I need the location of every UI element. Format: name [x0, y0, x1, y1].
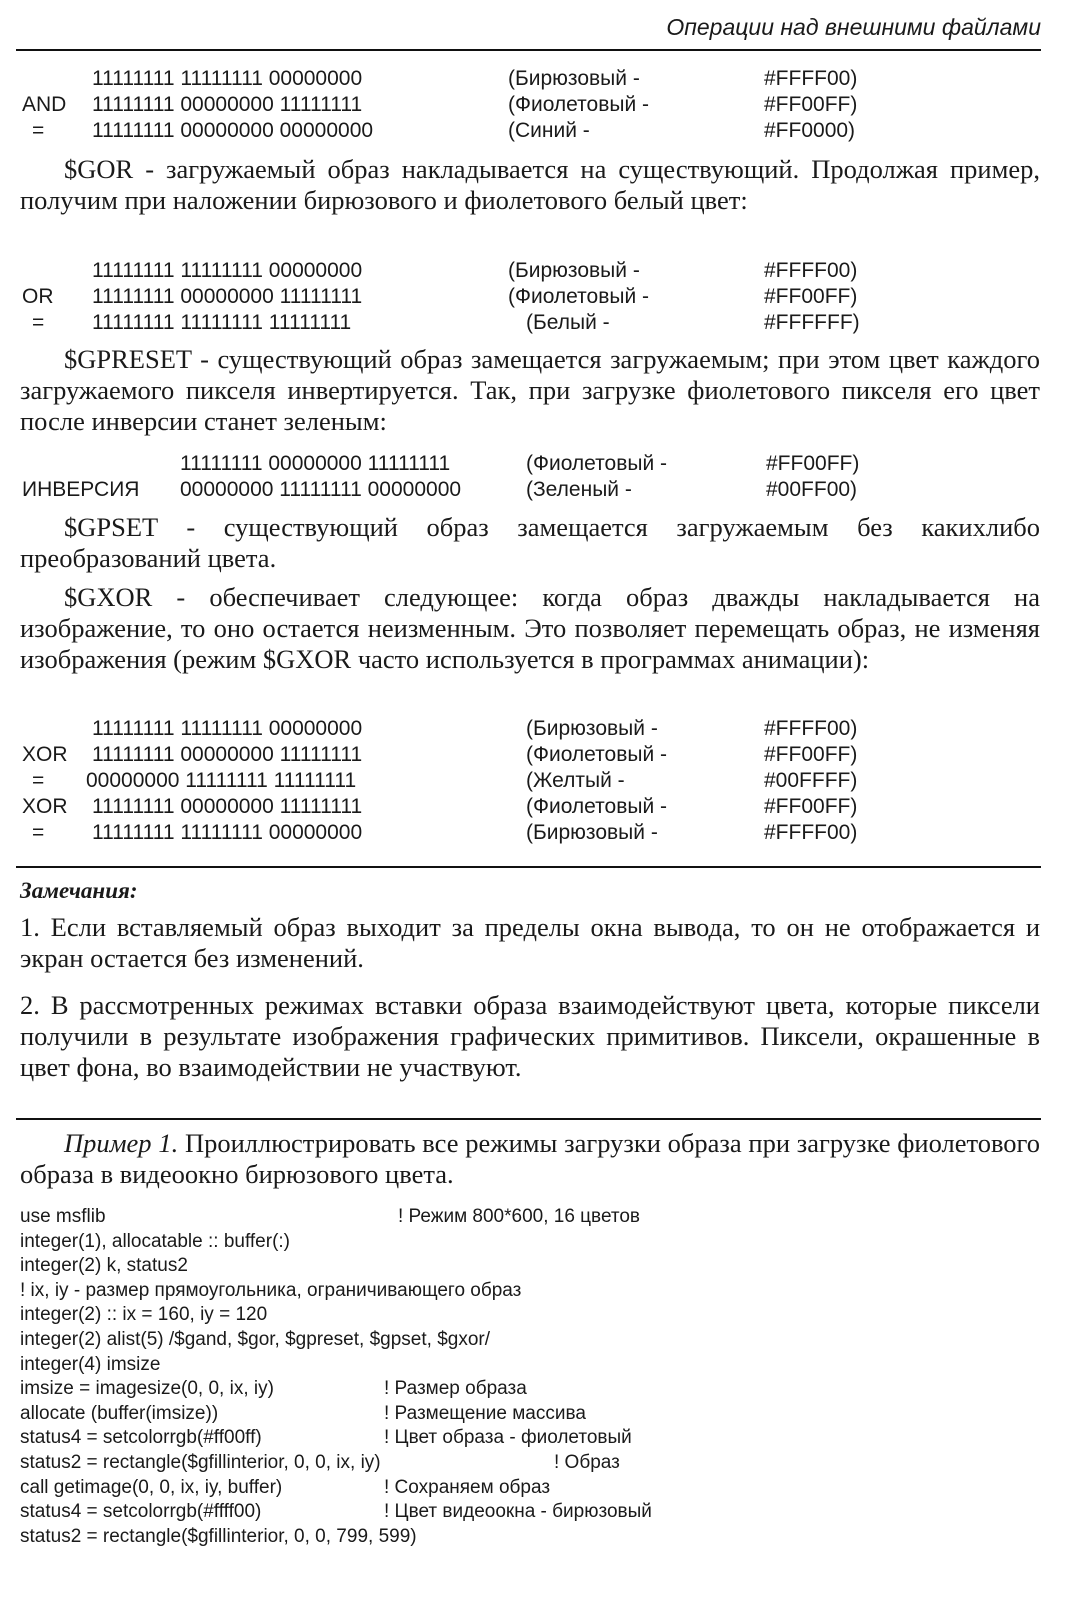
code-line — [20, 1279, 1050, 1304]
code-comment: ! Цвет видеоокна - бирюзовый — [384, 1501, 652, 1523]
example-label: Пример 1. — [64, 1128, 179, 1158]
operator-cell: ИНВЕРСИЯ — [22, 478, 140, 501]
gxor-paragraph: $GXOR - обеспечивает следующее: когда образ дважды накладывается на изображение, то оно остается неизменным. Это позволяет перемещать образ, не изменяя изображения (режим $GXOR часто используется в программах анимации): — [20, 582, 1040, 674]
bits-cell: 11111111 11111111 00000000 — [92, 67, 363, 90]
table-row — [16, 284, 1046, 310]
color-name-cell: (Фиолетовый - — [526, 795, 668, 818]
color-name-cell: (Зеленый - — [526, 478, 632, 501]
bits-cell: 11111111 00000000 11111111 — [92, 795, 363, 818]
code-listing — [20, 1205, 1050, 1549]
note-2: 2. В рассмотренных режимах вставки образа взаимодействуют цвета, которые пиксели получили в результате изображения графических примитивов. Пиксели, окрашенные в цвет фона, во взаимодействии не участвуют. — [20, 990, 1040, 1082]
color-name-cell: (Бирюзовый - — [526, 821, 658, 844]
code-text: ! ix, iy - размер прямоугольника, ограничивающего образ — [20, 1279, 522, 1301]
color-name-cell: (Бирюзовый - — [508, 259, 640, 282]
code-line — [20, 1353, 1050, 1378]
code-comment: ! Образ — [554, 1451, 620, 1473]
bits-cell: 11111111 11111111 11111111 — [92, 311, 352, 334]
bits-cell: 11111111 11111111 00000000 — [92, 821, 363, 844]
example-paragraph — [20, 1128, 1040, 1190]
color-name-cell: (Бирюзовый - — [508, 67, 640, 90]
notes-top-rule — [16, 866, 1041, 868]
table-row — [16, 768, 1046, 794]
code-text: integer(2) alist(5) /$gand, $gor, $gpreset, $gpset, $gxor/ — [20, 1328, 490, 1350]
code-comment: ! Цвет образа - фиолетовый — [384, 1427, 632, 1449]
table-row — [16, 742, 1046, 768]
code-line — [20, 1426, 1050, 1451]
code-text: integer(2) :: ix = 160, iy = 120 — [20, 1304, 268, 1326]
table-row — [16, 66, 1046, 92]
operator-cell: = — [32, 119, 45, 142]
code-text: allocate (buffer(imsize)) — [20, 1402, 219, 1424]
code-line — [20, 1303, 1050, 1328]
color-name-cell: (Фиолетовый - — [526, 743, 668, 766]
code-line — [20, 1451, 1050, 1476]
bits-cell: 11111111 00000000 00000000 — [92, 119, 374, 142]
code-text: integer(1), allocatable :: buffer(:) — [20, 1230, 291, 1252]
hex-cell: #00FFFF) — [764, 769, 858, 792]
code-text: status4 = setcolorrgb(#ff00ff) — [20, 1427, 262, 1449]
code-text: status4 = setcolorrgb(#ffff00) — [20, 1501, 262, 1523]
table-row — [16, 258, 1046, 284]
example-text: Проиллюстрировать все режимы загрузки образа при загрузке фиолетового образа в видеоокно бирюзового цвета. — [20, 1128, 1040, 1189]
color-name-cell: (Фиолетовый - — [508, 93, 650, 116]
bits-cell: 11111111 00000000 11111111 — [92, 93, 363, 116]
operator-cell: OR — [22, 285, 54, 308]
operator-cell: = — [32, 311, 45, 334]
operator-cell: = — [32, 821, 45, 844]
table-row — [16, 92, 1046, 118]
gpset-paragraph: $GPSET - существующий образ замещается загружаемым без какихлибо преобразований цвета. — [20, 512, 1040, 573]
color-name-cell: (Белый - — [526, 311, 610, 334]
operator-cell: XOR — [22, 743, 68, 766]
code-line — [20, 1476, 1050, 1501]
or-table — [16, 258, 1046, 336]
header-rule — [16, 49, 1041, 51]
hex-cell: #FF00FF) — [766, 452, 860, 475]
code-comment: ! Размещение массива — [384, 1402, 586, 1424]
operator-cell: = — [32, 769, 45, 792]
color-name-cell: (Бирюзовый - — [526, 717, 658, 740]
code-line — [20, 1500, 1050, 1525]
code-text: use msflib — [20, 1206, 106, 1227]
code-comment: ! Сохраняем образ — [384, 1476, 551, 1498]
table-row — [16, 794, 1046, 820]
code-line — [20, 1402, 1050, 1427]
code-text: integer(2) k, status2 — [20, 1255, 188, 1277]
code-comment: ! Режим 800*600, 16 цветов — [398, 1206, 641, 1227]
table-row — [16, 820, 1046, 846]
hex-cell: #FFFF00) — [764, 717, 858, 740]
code-line — [20, 1254, 1050, 1279]
code-text: status2 = rectangle($gfillinterior, 0, 0, ix, iy) — [20, 1451, 381, 1473]
hex-cell: #FF00FF) — [764, 743, 858, 766]
table-row — [16, 118, 1046, 144]
bits-cell: 00000000 11111111 11111111 — [86, 769, 357, 792]
bits-cell: 11111111 00000000 11111111 — [92, 743, 363, 766]
and-table — [16, 66, 1046, 144]
color-name-cell: (Желтый - — [526, 769, 625, 792]
hex-cell: #FFFF00) — [764, 821, 858, 844]
code-line — [20, 1328, 1050, 1353]
bits-cell: 11111111 11111111 00000000 — [92, 717, 363, 740]
hex-cell: #00FF00) — [766, 478, 858, 501]
notes-bottom-rule — [16, 1118, 1041, 1120]
inversion-table — [16, 451, 1046, 503]
code-text: imsize = imagesize(0, 0, ix, iy) — [20, 1378, 274, 1400]
bits-cell: 00000000 11111111 00000000 — [180, 478, 462, 501]
hex-cell: #FFFFFF) — [764, 311, 860, 334]
code-line — [20, 1230, 1050, 1255]
code-line — [20, 1377, 1050, 1402]
bits-cell: 11111111 00000000 11111111 — [92, 285, 363, 308]
code-line — [20, 1525, 1050, 1550]
code-line — [20, 1205, 1050, 1230]
notes-title: Замечания: — [20, 878, 138, 903]
color-name-cell: (Синий - — [508, 119, 590, 142]
running-header-title: Операции над внешними файлами — [666, 14, 1041, 40]
code-text: integer(4) imsize — [20, 1353, 161, 1375]
hex-cell: #FF00FF) — [764, 285, 858, 308]
gpreset-paragraph: $GPRESET - существующий образ замещается загружаемым; при этом цвет каждого загружаемого пикселя инвертируется. Так, при загрузке фиолетового пикселя его цвет после инверсии станет зеленым: — [20, 344, 1040, 436]
hex-cell: #FF0000) — [764, 119, 856, 142]
hex-cell: #FFFF00) — [764, 259, 858, 282]
note-1: 1. Если вставляемый образ выходит за пределы окна вывода, то он не отображается и экран остается без изменений. — [20, 912, 1040, 973]
table-row — [16, 310, 1046, 336]
gor-paragraph: $GOR - загружаемый образ накладывается на существующий. Продолжая пример, получим при наложении бирюзового и фиолетового белый цвет: — [20, 154, 1040, 215]
hex-cell: #FF00FF) — [764, 795, 858, 818]
code-text: call getimage(0, 0, ix, iy, buffer) — [20, 1476, 283, 1498]
table-row — [16, 477, 1046, 503]
xor-table — [16, 716, 1046, 846]
table-row — [16, 451, 1046, 477]
hex-cell: #FFFF00) — [764, 67, 858, 90]
bits-cell: 11111111 11111111 00000000 — [92, 259, 363, 282]
operator-cell: XOR — [22, 795, 68, 818]
hex-cell: #FF00FF) — [764, 93, 858, 116]
code-comment: ! Размер образа — [384, 1378, 527, 1400]
bits-cell: 11111111 00000000 11111111 — [180, 452, 451, 475]
code-text: status2 = rectangle($gfillinterior, 0, 0, 799, 599) — [20, 1525, 417, 1547]
color-name-cell: (Фиолетовый - — [508, 285, 650, 308]
operator-cell: AND — [22, 93, 67, 116]
table-row — [16, 716, 1046, 742]
color-name-cell: (Фиолетовый - — [526, 452, 668, 475]
